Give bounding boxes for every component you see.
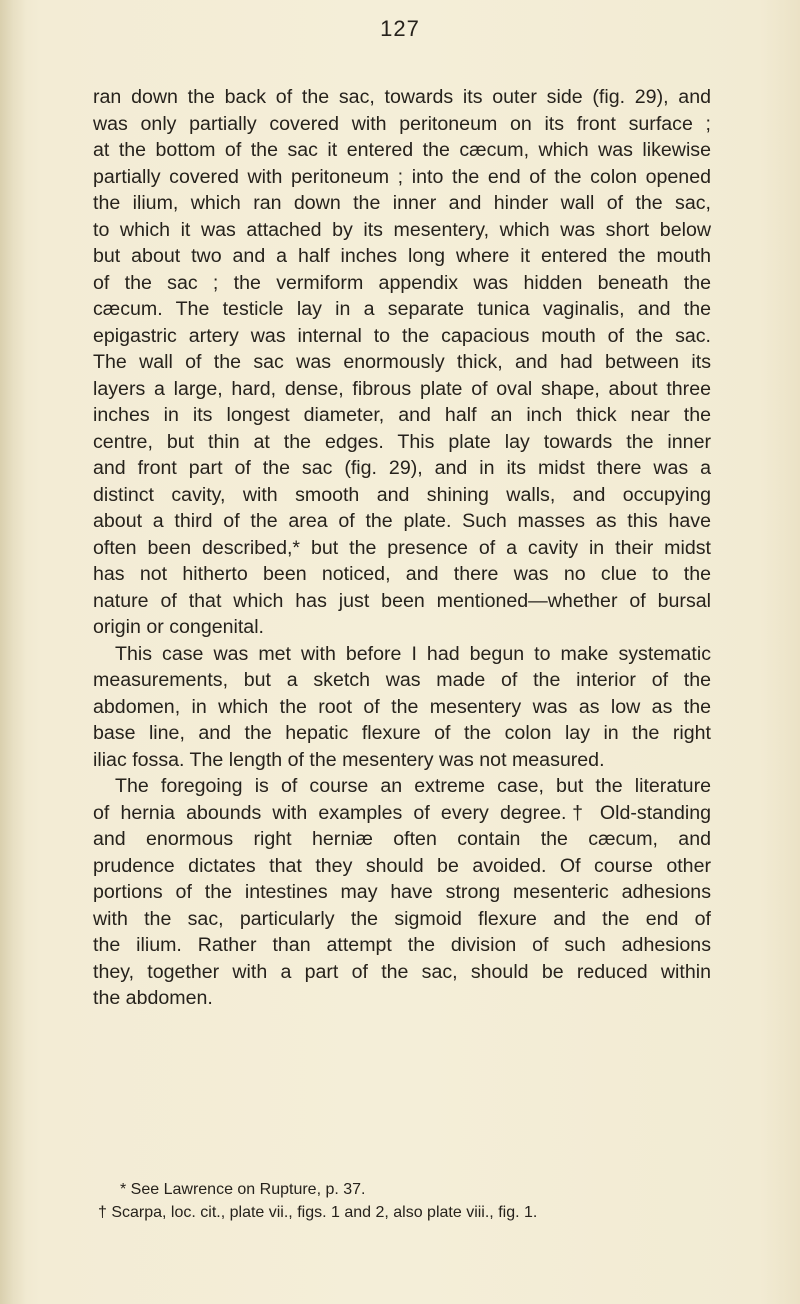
body-text: [93, 84, 711, 1012]
text-line: the ilium. Rather than attempt the division of such adhesions: [93, 934, 711, 956]
text-line: about a third of the area of the plate. Such masses as this have: [93, 510, 711, 532]
text-line: the abdomen.: [93, 987, 213, 1009]
text-line: cæcum. The testicle lay in a separate tunica vaginalis, and the: [93, 298, 711, 320]
text-line: with the sac, particularly the sigmoid flexure and the end of: [93, 907, 711, 930]
text-line: but about two and a half inches long where it entered the mouth: [93, 245, 711, 267]
text-line: portions of the intestines may have strong mesenteric adhesions: [93, 881, 711, 903]
footnote-scarpa: † Scarpa, loc. cit., plate vii., figs. 1 and 2, also plate viii., fig. 1.: [98, 1204, 538, 1221]
text-line: The foregoing is of course an extreme case, but the literature: [115, 775, 711, 797]
footnote-lawrence: * See Lawrence on Rupture, p. 37.: [120, 1181, 366, 1198]
text-line: and front part of the sac (fig. 29), and in its midst there was a: [93, 457, 711, 479]
text-line: inches in its longest diameter, and half an inch thick near the: [93, 404, 711, 426]
text-line: iliac fossa. The length of the mesentery was not measured.: [93, 748, 605, 771]
text-line: was only partially covered with peritoneum on its front surface ;: [93, 112, 711, 135]
text-line: they, together with a part of the sac, should be reduced within: [93, 960, 711, 983]
text-line: often been described,* but the presence of a cavity in their midst: [93, 536, 711, 559]
text-line: centre, but thin at the edges. This plate lay towards the inner: [93, 430, 711, 453]
text-line: This case was met with before I had begun to make systematic: [115, 642, 711, 665]
text-line: abdomen, in which the root of the mesentery was as low as the: [93, 695, 711, 718]
text-line: base line, and the hepatic flexure of the colon lay in the right: [93, 722, 711, 744]
text-line: at the bottom of the sac it entered the cæcum, which was likewise: [93, 139, 711, 161]
text-line: to which it was attached by its mesentery, which was short below: [93, 218, 711, 241]
footnotes: [98, 1178, 718, 1224]
text-line: measurements, but a sketch was made of the interior of the: [93, 669, 711, 691]
text-line: has not hitherto been noticed, and there was no clue to the: [93, 563, 711, 585]
text-line: partially covered with peritoneum ; into the end of the colon opened: [93, 165, 711, 188]
text-line: origin or congenital.: [93, 616, 265, 638]
text-line: ran down the back of the sac, towards its outer side (fig. 29), and: [93, 86, 711, 108]
text-line: of hernia abounds with examples of every degree.† Old-standing: [93, 801, 711, 824]
text-line: nature of that which has just been mentioned—whether of bursal: [93, 589, 711, 612]
text-line: layers a large, hard, dense, fibrous plate of oval shape, about three: [93, 377, 711, 400]
text-line: prudence dictates that they should be avoided. Of course other: [93, 854, 711, 877]
text-line: The wall of the sac was enormously thick, and had between its: [93, 351, 711, 373]
text-line: distinct cavity, with smooth and shining walls, and occupying: [93, 483, 711, 506]
text-line: the ilium, which ran down the inner and hinder wall of the sac,: [93, 192, 711, 214]
text-line: of the sac ; the vermiform appendix was hidden beneath the: [93, 271, 711, 294]
text-line: epigastric artery was internal to the capacious mouth of the sac.: [93, 324, 711, 347]
text-line: and enormous right herniæ often contain the cæcum, and: [93, 828, 711, 850]
page-number: 127: [380, 16, 420, 41]
page-gutter-shadow: [0, 0, 26, 1304]
